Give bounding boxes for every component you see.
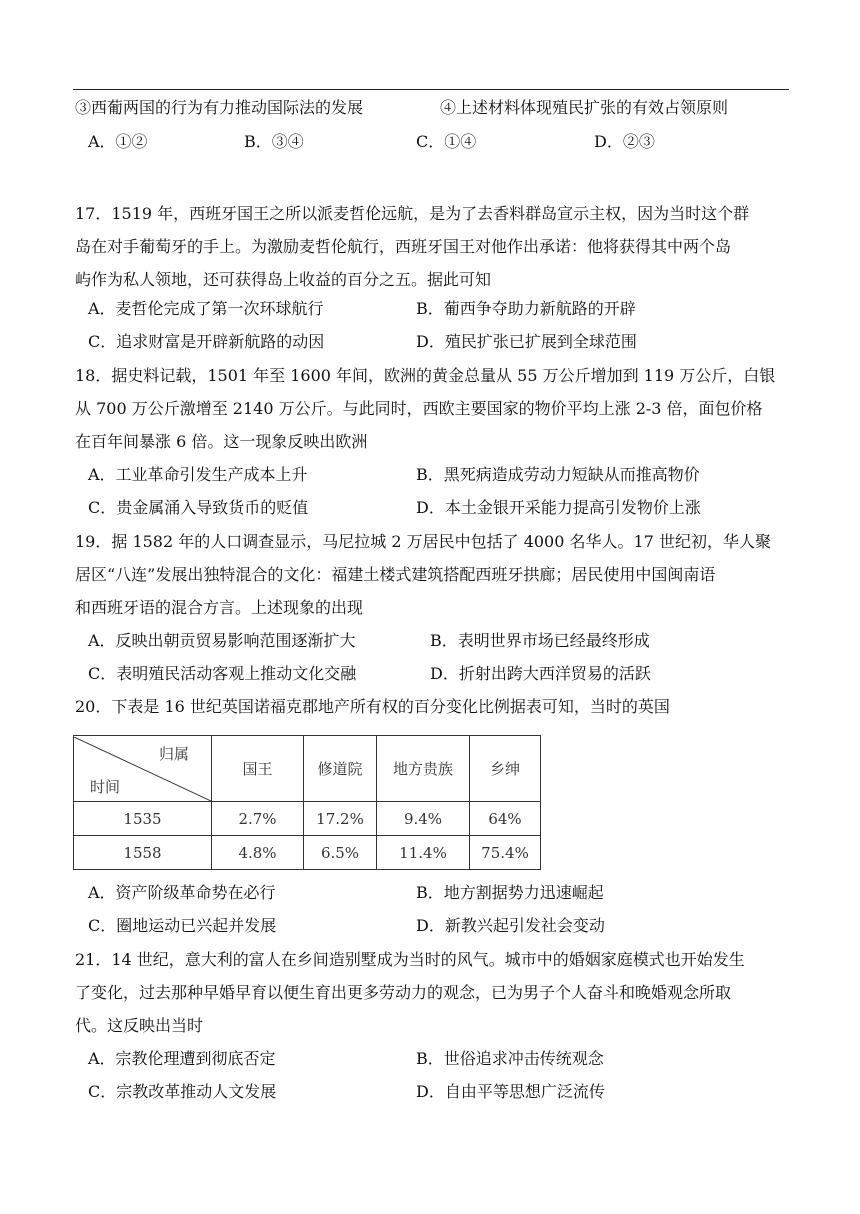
q20-stem: 20．下表是 16 世纪英国诺福克郡地产所有权的百分变化比例据表可知，当时的英国 bbox=[75, 697, 670, 716]
option-a[interactable]: A．①② bbox=[88, 132, 148, 151]
q17-option-c[interactable]: C．追求财富是开辟新航路的动因 bbox=[88, 332, 325, 351]
corner-header-top: 归属 bbox=[158, 744, 189, 763]
table-cell: 75.4% bbox=[470, 836, 541, 870]
q18-stem-line1: 18．据史料记载，1501 年至 1600 年间，欧洲的黄金总量从 55 万公斤增加到 119 万公斤，白银 bbox=[75, 366, 776, 385]
table-header: 修道院 bbox=[304, 736, 377, 802]
q21-stem-line2: 了变化，过去那种早婚早育以便生育出更多劳动力的观念，已为男子个人奋斗和晚婚观念所取 bbox=[75, 983, 732, 1002]
q19-option-c[interactable]: C．表明殖民活动客观上推动文化交融 bbox=[88, 664, 357, 683]
statement-4: ④上述材料体现殖民扩张的有效占领原则 bbox=[440, 98, 729, 117]
table-cell: 2.7% bbox=[212, 802, 304, 836]
q18-stem-line3: 在百年间暴涨 6 倍。这一现象反映出欧洲 bbox=[75, 432, 368, 451]
table-row bbox=[74, 802, 541, 836]
q20-option-a[interactable]: A．资产阶级革命势在必行 bbox=[88, 883, 276, 902]
table-cell: 4.8% bbox=[212, 836, 304, 870]
table-corner-cell bbox=[74, 736, 212, 802]
ownership-table bbox=[73, 735, 541, 870]
top-rule bbox=[73, 89, 789, 90]
q19-option-d[interactable]: D．折射出跨大西洋贸易的活跃 bbox=[430, 664, 651, 683]
table-cell: 6.5% bbox=[304, 836, 377, 870]
q21-option-b[interactable]: B．世俗追求冲击传统观念 bbox=[416, 1049, 604, 1068]
q19-stem-line3: 和西班牙语的混合方言。上述现象的出现 bbox=[75, 598, 364, 617]
q17-stem-line1: 17．1519 年，西班牙国王之所以派麦哲伦远航，是为了去香料群岛宣示主权，因为当时这个群 bbox=[75, 204, 750, 223]
q21-option-d[interactable]: D．自由平等思想广泛流传 bbox=[416, 1082, 605, 1101]
q19-stem-line1: 19．据 1582 年的人口调查显示，马尼拉城 2 万居民中包括了 4000 名华人。17 世纪初，华人聚 bbox=[75, 532, 771, 551]
q19-stem-line2: 居区“八连”发展出独特混合的文化：福建土楼式建筑搭配西班牙拱廊；居民使用中国闽南语 bbox=[75, 565, 716, 584]
option-c[interactable]: C．①④ bbox=[416, 132, 477, 151]
q17-stem-line3: 屿作为私人领地，还可获得岛上收益的百分之五。据此可知 bbox=[75, 270, 492, 289]
q18-stem-line2: 从 700 万公斤激增至 2140 万公斤。与此同时，西欧主要国家的物价平均上涨 2-3 倍，面包价格 bbox=[75, 399, 763, 418]
q18-option-a[interactable]: A．工业革命引发生产成本上升 bbox=[88, 465, 308, 484]
corner-header-bottom: 时间 bbox=[90, 777, 121, 796]
statement-3: ③西葡两国的行为有力推动国际法的发展 bbox=[75, 98, 364, 117]
table-header: 乡绅 bbox=[470, 736, 541, 802]
q20-option-b[interactable]: B．地方割据势力迅速崛起 bbox=[416, 883, 604, 902]
table-header: 地方贵族 bbox=[377, 736, 470, 802]
q20-option-d[interactable]: D．新教兴起引发社会变动 bbox=[416, 916, 605, 935]
q17-stem-line2: 岛在对手葡萄牙的手上。为激励麦哲伦航行，西班牙国王对他作出承诺：他将获得其中两个岛 bbox=[75, 237, 732, 256]
table-row bbox=[74, 836, 541, 870]
table-header: 国王 bbox=[212, 736, 304, 802]
option-b[interactable]: B．③④ bbox=[244, 132, 304, 151]
q19-option-b[interactable]: B．表明世界市场已经最终形成 bbox=[430, 631, 650, 650]
table-cell: 64% bbox=[470, 802, 541, 836]
table-cell-year: 1558 bbox=[74, 836, 212, 870]
q21-option-a[interactable]: A．宗教伦理遭到彻底否定 bbox=[88, 1049, 276, 1068]
q19-option-a[interactable]: A．反映出朝贡贸易影响范围逐渐扩大 bbox=[88, 631, 356, 650]
q17-option-a[interactable]: A．麦哲伦完成了第一次环球航行 bbox=[88, 299, 324, 318]
table-cell: 17.2% bbox=[304, 802, 377, 836]
table-cell: 11.4% bbox=[377, 836, 470, 870]
q17-option-b[interactable]: B．葡西争夺助力新航路的开辟 bbox=[416, 299, 636, 318]
q21-stem-line1: 21．14 世纪，意大利的富人在乡间造别墅成为当时的风气。城市中的婚姻家庭模式也开始发生 bbox=[75, 950, 745, 969]
q18-option-c[interactable]: C．贵金属涌入导致货币的贬值 bbox=[88, 498, 309, 517]
q21-option-c[interactable]: C．宗教改革推动人文发展 bbox=[88, 1082, 277, 1101]
option-d[interactable]: D．②③ bbox=[594, 132, 655, 151]
q20-option-c[interactable]: C．圈地运动已兴起并发展 bbox=[88, 916, 277, 935]
q17-option-d[interactable]: D．殖民扩张已扩展到全球范围 bbox=[416, 332, 637, 351]
q18-option-d[interactable]: D．本土金银开采能力提高引发物价上涨 bbox=[416, 498, 701, 517]
table-cell: 9.4% bbox=[377, 802, 470, 836]
q18-option-b[interactable]: B．黑死病造成劳动力短缺从而推高物价 bbox=[416, 465, 700, 484]
q21-stem-line3: 代。这反映出当时 bbox=[75, 1016, 204, 1035]
table-cell-year: 1535 bbox=[74, 802, 212, 836]
